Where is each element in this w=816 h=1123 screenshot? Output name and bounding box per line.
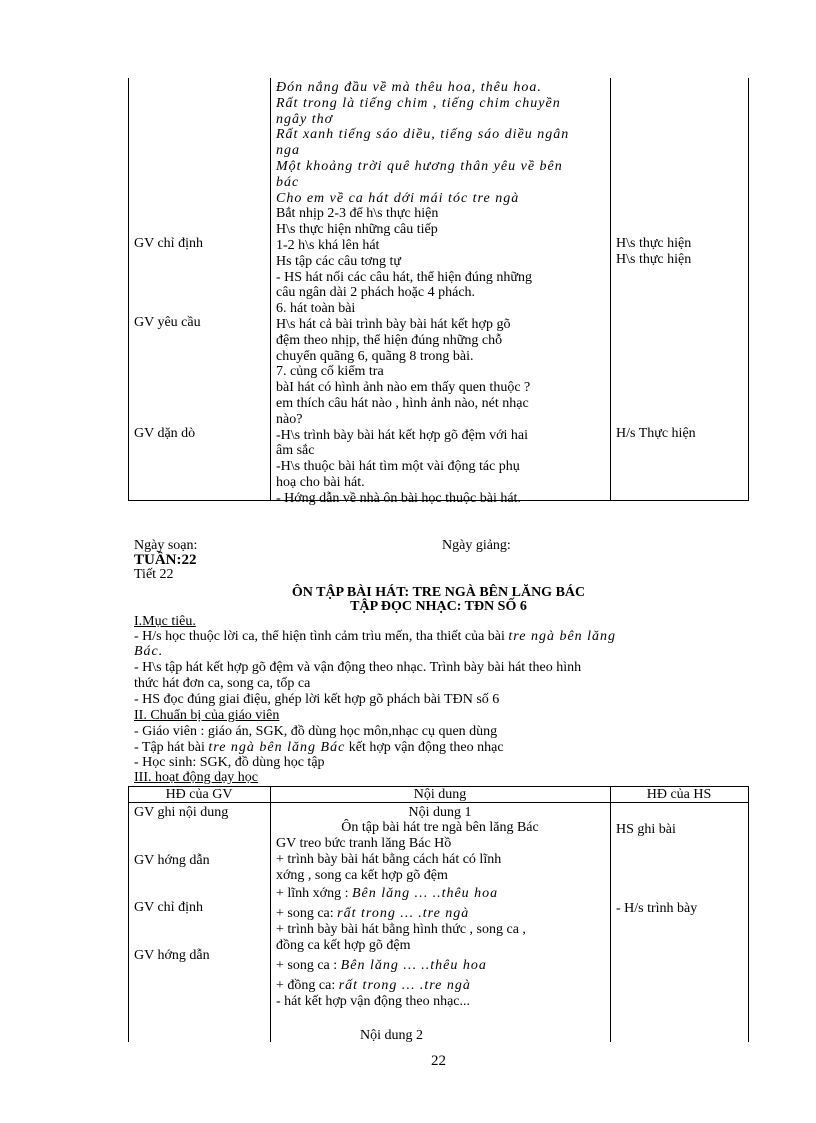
bt-gv-3: GV chỉ định <box>134 900 203 915</box>
section-1-line-5: - HS đọc đúng giai điệu, ghép lời kết hợp gõ phách bài TĐN số 6 <box>134 692 500 707</box>
section-2-line-2-c: kết hợp vận động theo nhạc <box>345 740 504 755</box>
lesson-title-1: ÔN TẬP BÀI HÁT: TRE NGÀ BÊN LĂNG BÁC <box>291 585 586 600</box>
lesson-title-2: TẬP ĐỌC NHẠC: TĐN SỐ 6 <box>350 599 527 614</box>
bt-noi-dung-2: Nội dung 2 <box>360 1028 423 1043</box>
bt-border-right <box>748 786 749 1042</box>
bt-content-lyric: rất trong … .tre ngà <box>337 906 470 921</box>
table-border-col2 <box>610 78 611 500</box>
content-line: 7. củng cố kiểm tra <box>276 364 384 380</box>
tuan-label: TUẦN:22 <box>134 552 197 568</box>
bt-content-line <box>276 868 448 884</box>
section-2-line-1: - Giáo viên : giáo án, SGK, đồ dùng học môn,nhạc cụ quen dùng <box>134 724 498 739</box>
content-line: -H\s thuộc bài hát tìm một vài động tác phụ <box>276 459 520 475</box>
content-line: câu ngân dài 2 phách hoặc 4 phách. <box>276 285 476 301</box>
content-line: H\s thực hiện những câu tiếp <box>276 222 438 238</box>
bt-gv-1: GV ghi nội dung <box>134 805 229 820</box>
bt-on-tap: Ôn tập bài hát tre ngà bên lăng Bác <box>341 820 539 835</box>
bt-content-text: - hát kết hợp vận động theo nhạc... <box>276 994 471 1009</box>
bt-content-text: + lĩnh xớng : <box>276 886 352 901</box>
bt-content-text: + trình bày bài hát bằng hình thức , song ca , <box>276 922 526 937</box>
section-1-line-4: thức hát đơn ca, song ca, tốp ca <box>134 676 311 691</box>
section-1-line-3: - H\s tập hát kết hợp gõ đệm và vận động theo nhạc. Trình bày bài hát theo hình <box>134 660 582 675</box>
bt-content-text: + đồng ca: <box>276 978 339 993</box>
bt-header-gv: HĐ của GV <box>165 787 233 802</box>
section-2-line-2 <box>134 740 504 756</box>
bt-gv-4: GV hớng dẫn <box>134 948 210 963</box>
bt-header-hs: HĐ của HS <box>646 787 712 802</box>
bt-content-line <box>276 836 451 852</box>
bt-hs-2: - H/s trình bày <box>616 901 698 916</box>
bt-content-text: GV treo bức tranh lăng Bác Hồ <box>276 836 452 851</box>
content-line: H\s hát cả bài trình bày bài hát kết hợp gõ <box>276 317 511 332</box>
bt-content-lyric: Bên lăng … ..thêu hoa <box>340 958 487 973</box>
tiet-label: Tiết 22 <box>134 567 174 582</box>
content-line: 1-2 h\s khá lên hát <box>276 238 380 253</box>
bt-content-text: + trình bày bài hát bằng cách hát có lĩnh <box>276 852 502 867</box>
hs-thuc-hien-1: H\s thực hiện <box>616 236 692 251</box>
table-border-right <box>748 78 749 500</box>
content-line: Một khoảng trời quê hương thân yêu về bên <box>276 159 563 174</box>
hs-thuc-hien-3: H/s Thực hiện <box>616 426 696 441</box>
section-1-line-2: Bác. <box>134 644 164 659</box>
table-border-left <box>128 78 129 500</box>
content-line: nào? <box>276 411 303 427</box>
content-line: chuyển quãng 6, quãng 8 trong bài. <box>276 348 474 364</box>
page-number: 22 <box>431 1053 446 1069</box>
bt-content-line <box>276 886 498 902</box>
bt-content-line <box>276 938 411 954</box>
bt-border-left <box>128 786 129 1042</box>
content-line: em thích câu hát nào , hình ảnh nào, nét nhạc <box>276 396 529 411</box>
section-1-line-1-song: tre ngà bên lăng <box>508 629 617 644</box>
bt-hs-1: HS ghi bài <box>616 822 676 837</box>
bt-border-col2 <box>610 786 611 1042</box>
bt-content-line <box>276 922 526 938</box>
content-line: Cho em về ca hát dới mái tóc tre ngà <box>276 190 520 206</box>
hs-thuc-hien-2: H\s thực hiện <box>616 252 692 267</box>
content-line: nga <box>276 143 300 159</box>
ngay-soan: Ngày soạn: <box>134 538 198 553</box>
content-line: - HS hát nối các câu hát, thể hiện đúng những <box>276 269 533 285</box>
section-1-line-1 <box>134 629 616 645</box>
content-line: Rất xanh tiếng sáo diều, tiếng sáo diều ngân <box>276 127 570 143</box>
section-3-heading: III. hoạt động dạy học <box>134 770 259 785</box>
content-line: ngây thơ <box>276 111 334 127</box>
content-line: Rất trong là tiếng chim , tiếng chim chuyền <box>276 95 561 111</box>
section-2-heading: II. Chuẩn bị của giáo viên <box>134 708 280 723</box>
section-1-heading: I.Mục tiêu. <box>134 614 196 629</box>
gv-yeu-cau: GV yêu cầu <box>134 315 201 330</box>
bt-header-noi-dung: Nội dung <box>413 787 467 802</box>
content-line: bàI hát có hình ảnh nào em thấy quen thuộc ? <box>276 380 531 396</box>
bt-content-text: + song ca : <box>276 958 341 973</box>
bt-content-text: + song ca: <box>276 906 338 921</box>
bt-content-line <box>276 958 487 974</box>
content-line: âm sắc <box>276 443 315 459</box>
bt-content-text: đồng ca kết hợp gõ đệm <box>276 938 411 953</box>
content-line: Đón nắng đầu về mà thêu hoa, thêu hoa. <box>276 80 542 95</box>
ngay-giang: Ngày giảng: <box>442 538 511 553</box>
content-line: - Hớng dẫn về nhà ôn bài học thuộc bài hát. <box>276 490 521 506</box>
content-line: 6. hát toàn bài <box>276 301 356 317</box>
bt-gv-2: GV hớng dẫn <box>134 853 210 868</box>
section-2-line-3: - Học sinh: SGK, đồ dùng học tập <box>134 755 325 770</box>
bt-noi-dung-1: Nội dung 1 <box>408 805 472 820</box>
content-line: bác <box>276 174 300 190</box>
bt-content-line <box>276 852 501 868</box>
bt-content-lyric: Bên lăng … ..thêu hoa <box>351 886 499 901</box>
content-line: Bắt nhịp 2-3 để h\s thực hiện <box>276 206 439 222</box>
bt-content-line <box>276 978 471 994</box>
content-line: Hs tập các câu tơng tự <box>276 253 402 269</box>
table-border-col1 <box>270 78 271 500</box>
bt-content-text: xớng , song ca kết hợp gõ đệm <box>276 868 448 883</box>
content-line: đệm theo nhịp, thể hiện đúng những chỗ <box>276 332 503 348</box>
section-2-line-2-a: - Tập hát bài <box>134 740 209 755</box>
bt-content-line <box>276 994 470 1010</box>
bt-content-line <box>276 906 469 922</box>
gv-dan-do: GV dặn dò <box>134 426 196 441</box>
bt-content-lyric: rất trong … .tre ngà <box>338 978 471 993</box>
gv-chi-dinh: GV chỉ định <box>134 236 203 251</box>
section-2-line-2-song: tre ngà bên lăng Bác <box>208 740 346 755</box>
section-1-line-1-text: - H/s học thuộc lời ca, thể hiện tình cảm trìu mến, tha thiết của bài <box>134 629 509 644</box>
content-line: -H\s trình bày bài hát kết hợp gõ đệm với hai <box>276 427 528 443</box>
content-line: hoạ cho bài hát. <box>276 475 365 490</box>
